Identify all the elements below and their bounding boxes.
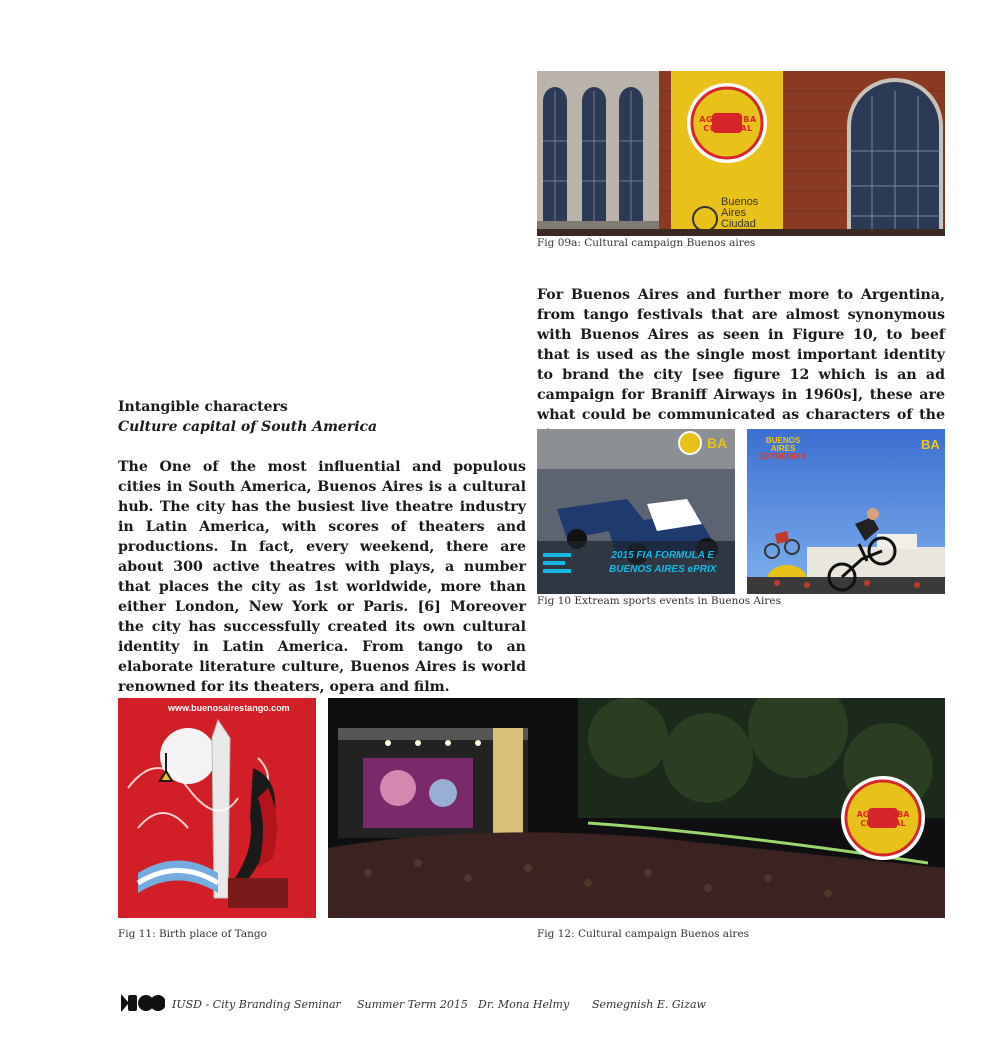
- fig12-badge-text: AGENDA BA CULTURAL: [856, 810, 910, 828]
- fig09a-badge-text: AGENDA BA CULTURAL: [699, 115, 757, 133]
- fig12-caption: Fig 12: Cultural campaign Buenos aires: [537, 928, 750, 940]
- title-line: BUENOS: [766, 436, 801, 445]
- fig10-bmx-image: [747, 429, 945, 594]
- fig10-left-logo: BA: [707, 435, 728, 451]
- footer-logo: [121, 994, 165, 1012]
- fig10-right-title: [760, 437, 806, 461]
- fig09a-image: [537, 71, 945, 236]
- fig10-right-logo: BA: [921, 437, 940, 452]
- title-line: AIRES: [770, 444, 796, 453]
- fig11-caption: Fig 11: Birth place of Tango: [118, 928, 267, 940]
- footer-author: Semegnish E. Gizaw: [592, 998, 706, 1011]
- banner-line: Buenos: [721, 196, 759, 208]
- fig10-overlay-text: [609, 549, 716, 577]
- banner-line: Aires: [721, 207, 747, 219]
- fig10-formula-e-image: [537, 429, 735, 594]
- fig10-caption: Fig 10 Extream sports events in Buenos Aires: [537, 595, 781, 607]
- banner-line: Ciudad: [721, 218, 756, 230]
- section-body: The One of the most influential and populous cities in South America, Buenos Aires is a cultural hub. The city has the busiest live theatre industry in Latin America, with scores of theaters and productions. In fact, every weekend, there are about 300 active theatres with plays, a number that places the city as 1st worldwide, more than either London, New York or Paris. [6] Moreover the city has successfully created its own cultural identity in Latin America. From tango to an elaborate literature culture, Buenos Aires is world renowned for its theaters, opera and film.: [118, 459, 526, 695]
- footer-term: Summer Term 2015: [357, 998, 468, 1011]
- right-paragraph: For Buenos Aires and further more to Argentina, from tango festivals that are almost synonymous with Buenos Aires as seen in Figure 10, to beef that is used as the single most important identity to brand the city [see figure 12 which is an ad campaign for Braniff Airways in 1960s], these are what could be communicated as characters of the: [537, 287, 945, 423]
- section-heading: Intangible characters: [118, 399, 288, 415]
- fig11-image: [118, 698, 316, 918]
- section-subheading: Culture capital of South America: [118, 419, 378, 435]
- footer-instructor: Dr. Mona Helmy: [478, 998, 570, 1011]
- fig11-url: www.buenosairestango.com: [168, 703, 290, 713]
- fig09a-caption: Fig 09a: Cultural campaign Buenos aires: [537, 237, 756, 249]
- overlay-line: 2015 FIA FORMULA E: [611, 550, 715, 561]
- fig12-image: [328, 698, 945, 918]
- overlay-line: BUENOS AIRES ePRIX: [609, 564, 717, 575]
- footer-course: IUSD - City Branding Seminar: [172, 998, 341, 1011]
- title-line: EXTREMO II: [760, 452, 807, 461]
- fig09a-banner-text: [721, 197, 758, 230]
